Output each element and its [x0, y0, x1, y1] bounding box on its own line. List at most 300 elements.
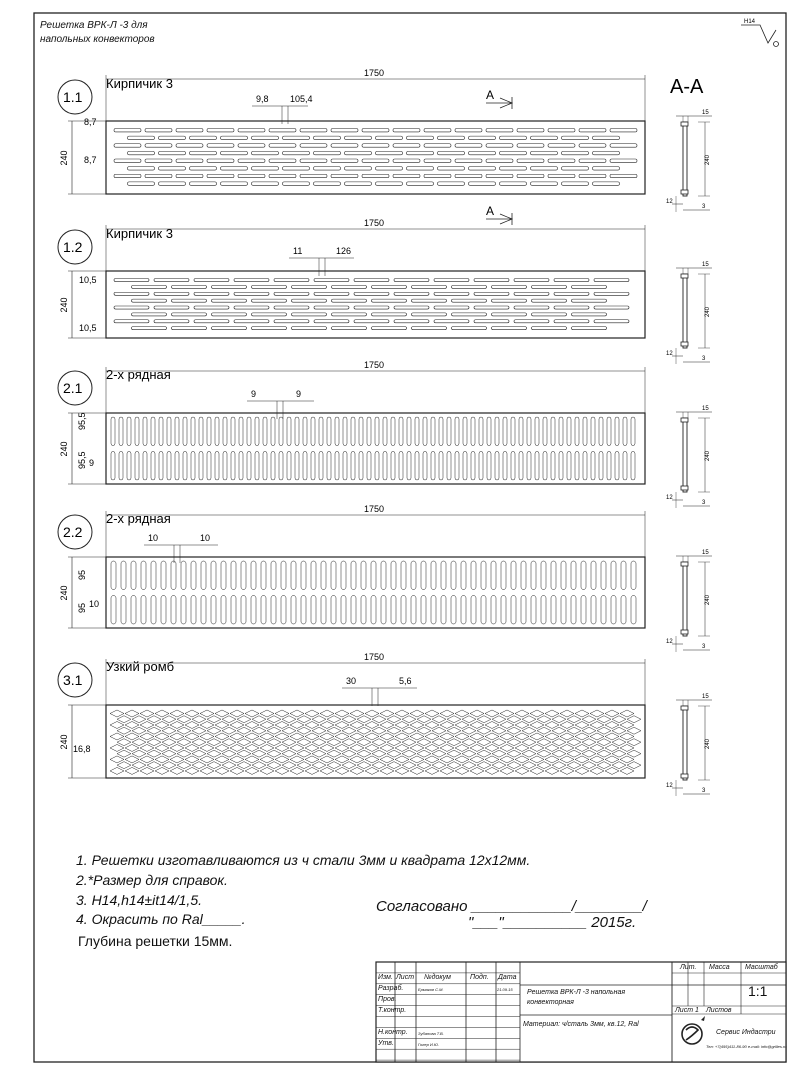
slot: [207, 174, 234, 177]
side-dimension: 95,5: [77, 412, 87, 430]
slot: [238, 144, 265, 147]
signature-name: Зубанова Т.В.: [418, 1031, 444, 1036]
slot: [261, 596, 266, 625]
slot: [561, 596, 566, 625]
slot: [407, 136, 434, 139]
slot: [532, 299, 567, 302]
slot: [424, 129, 451, 132]
side-dims-4: [77, 570, 99, 613]
grille-1: [58, 68, 645, 194]
slot: [583, 452, 587, 481]
slot: [393, 174, 420, 177]
detail-dimension: 30: [346, 676, 357, 686]
slot: [283, 151, 310, 154]
slot: [521, 596, 526, 625]
detail-dims-1: [252, 94, 313, 124]
slot: [492, 299, 527, 302]
perforation-pattern: [110, 710, 641, 774]
slot: [271, 596, 276, 625]
slot: [572, 285, 607, 288]
slot: [579, 174, 606, 177]
slot: [438, 136, 465, 139]
section-dim-left: 12: [666, 351, 673, 357]
slot: [362, 129, 389, 132]
slot: [376, 167, 403, 170]
slot: [469, 151, 496, 154]
slot: [176, 174, 203, 177]
slot: [391, 561, 396, 590]
slot: [421, 596, 426, 625]
slot: [434, 306, 469, 309]
slot: [610, 159, 637, 162]
slot: [114, 159, 141, 162]
slot: [532, 285, 567, 288]
slot: [492, 327, 527, 330]
slot: [541, 561, 546, 590]
slot: [447, 452, 451, 481]
slot: [372, 313, 407, 316]
section-dim-left: 12: [666, 639, 673, 645]
slot: [131, 596, 136, 625]
note-1: 1. Решетки изготавливаются из ч стали 3мм и квадрата 12х12мм.: [76, 852, 531, 868]
slot: [295, 417, 299, 446]
slot: [154, 306, 189, 309]
slot: [215, 452, 219, 481]
slot: [461, 561, 466, 590]
section-dim-height: 240: [705, 594, 711, 605]
slot: [212, 313, 247, 316]
slot: [283, 182, 310, 185]
section-arrow-2: [486, 204, 512, 225]
signature-role: Н.контр.: [378, 1029, 408, 1036]
height-dimension: 240: [59, 297, 69, 313]
section-profile: [683, 274, 687, 348]
slot: [167, 417, 171, 446]
slot: [393, 144, 420, 147]
slot: [548, 144, 575, 147]
slot: [511, 417, 515, 446]
slot: [190, 182, 217, 185]
slot: [567, 417, 571, 446]
slot: [391, 417, 395, 446]
slot: [274, 292, 309, 295]
slot: [234, 279, 269, 282]
slot: [559, 417, 563, 446]
slot: [601, 561, 606, 590]
slot: [331, 561, 336, 590]
slot: [191, 596, 196, 625]
slot: [311, 452, 315, 481]
slot: [593, 182, 620, 185]
slot: [141, 596, 146, 625]
detail-dimension: 105,4: [290, 94, 313, 104]
slot: [211, 561, 216, 590]
length-dimension: 1750: [364, 68, 385, 78]
slot: [424, 144, 451, 147]
grille-title: 2-х рядная: [106, 367, 171, 382]
slot: [514, 279, 549, 282]
slot: [471, 452, 475, 481]
slot: [607, 417, 611, 446]
side-dims-2: [79, 275, 97, 333]
side-dimension: 10,5: [79, 275, 97, 285]
slot: [517, 159, 544, 162]
section-letter: А: [486, 204, 495, 218]
slot: [331, 174, 358, 177]
slot: [394, 279, 429, 282]
slot: [407, 151, 434, 154]
slot: [581, 596, 586, 625]
slot: [159, 151, 186, 154]
slot: [172, 299, 207, 302]
slot: [239, 417, 243, 446]
slot: [183, 417, 187, 446]
slot: [159, 417, 163, 446]
slot: [393, 129, 420, 132]
slot: [579, 129, 606, 132]
slot: [407, 167, 434, 170]
slot: [114, 144, 141, 147]
slot: [441, 561, 446, 590]
slot: [375, 417, 379, 446]
section-dim-left: 12: [666, 495, 673, 501]
slot: [531, 167, 558, 170]
slot: [241, 596, 246, 625]
slot: [292, 299, 327, 302]
slot: [207, 144, 234, 147]
slot: [292, 327, 327, 330]
side-dims-1: [84, 117, 97, 165]
slot: [279, 452, 283, 481]
slot: [407, 417, 411, 446]
slot: [212, 327, 247, 330]
slot: [171, 596, 176, 625]
slot: [423, 417, 427, 446]
slot: [361, 561, 366, 590]
detail-dimension: 9: [296, 389, 302, 399]
slot: [159, 136, 186, 139]
slot: [128, 167, 155, 170]
section-dim-bottom: 3: [702, 644, 706, 650]
detail-dimension: 9,8: [256, 94, 269, 104]
section-dim-top: 15: [702, 262, 709, 268]
slot: [211, 596, 216, 625]
slot: [372, 327, 407, 330]
slot: [191, 417, 195, 446]
signature-role: Утв.: [378, 1040, 394, 1047]
slot: [362, 174, 389, 177]
slot: [303, 417, 307, 446]
slot: [300, 174, 327, 177]
slot: [314, 182, 341, 185]
slot: [191, 452, 195, 481]
slot: [411, 561, 416, 590]
slot: [271, 452, 275, 481]
slot: [252, 299, 287, 302]
slot: [161, 561, 166, 590]
slot: [527, 417, 531, 446]
slot: [199, 417, 203, 446]
slot: [615, 452, 619, 481]
slot: [190, 167, 217, 170]
length-dimension: 1750: [364, 652, 385, 662]
slot: [486, 159, 513, 162]
slot: [495, 417, 499, 446]
slot: [412, 313, 447, 316]
slot: [455, 174, 482, 177]
slot: [135, 452, 139, 481]
slot: [362, 144, 389, 147]
slot: [381, 596, 386, 625]
slot: [332, 285, 367, 288]
slot: [287, 452, 291, 481]
slot: [481, 596, 486, 625]
slot: [572, 327, 607, 330]
slot: [181, 596, 186, 625]
slot: [572, 299, 607, 302]
slot: [238, 159, 265, 162]
slot: [531, 151, 558, 154]
slot: [452, 313, 487, 316]
side-dimension: 95: [77, 602, 87, 613]
slot: [455, 129, 482, 132]
slot: [311, 561, 316, 590]
slot: [487, 452, 491, 481]
slot: [271, 561, 276, 590]
slot: [271, 417, 275, 446]
slot: [492, 313, 527, 316]
sheets-label: Листов: [706, 1007, 732, 1014]
side-dimension: 16,8: [73, 744, 91, 754]
section-dim-left: 12: [666, 783, 673, 789]
slot: [151, 452, 155, 481]
slot: [359, 417, 363, 446]
slot: [486, 129, 513, 132]
slot: [111, 596, 116, 625]
slot: [469, 167, 496, 170]
section-profile: [683, 706, 687, 780]
slot: [143, 417, 147, 446]
slot: [399, 452, 403, 481]
slot: [221, 136, 248, 139]
slot: [362, 159, 389, 162]
slot: [421, 561, 426, 590]
signature-name: Голер И.Ю.: [418, 1042, 440, 1047]
note-4: 4. Окрасить по Ral_____.: [76, 911, 246, 927]
mass-label: Масса: [709, 964, 730, 971]
slot: [199, 452, 203, 481]
slot: [167, 452, 171, 481]
slot: [599, 417, 603, 446]
slot: [452, 299, 487, 302]
slot: [519, 452, 523, 481]
slot: [500, 136, 527, 139]
slot: [314, 279, 349, 282]
section-dim-top: 15: [702, 694, 709, 700]
side-dimension: 8,7: [84, 117, 97, 127]
section-dim-height: 240: [705, 154, 711, 165]
slot: [451, 596, 456, 625]
slot: [594, 306, 629, 309]
slot: [500, 182, 527, 185]
side-dimension: 9: [89, 458, 95, 468]
slot: [131, 561, 136, 590]
slot: [438, 167, 465, 170]
slot: [332, 299, 367, 302]
slot: [292, 313, 327, 316]
side-dimension: 10: [89, 599, 100, 609]
slot: [223, 452, 227, 481]
slot: [381, 561, 386, 590]
slot: [594, 292, 629, 295]
slot: [601, 596, 606, 625]
slot: [501, 596, 506, 625]
slot: [371, 596, 376, 625]
slot: [487, 417, 491, 446]
slot: [223, 417, 227, 446]
slot: [332, 313, 367, 316]
slot: [561, 561, 566, 590]
slot: [151, 561, 156, 590]
slot: [354, 306, 389, 309]
slot: [121, 561, 126, 590]
slot: [434, 279, 469, 282]
slot: [551, 452, 555, 481]
slot: [161, 596, 166, 625]
slot: [455, 144, 482, 147]
slot: [407, 182, 434, 185]
slot: [412, 327, 447, 330]
slot: [263, 452, 267, 481]
slot: [455, 417, 459, 446]
detail-dims-5: [342, 676, 417, 706]
slot: [145, 129, 172, 132]
slot: [591, 596, 596, 625]
slot: [283, 167, 310, 170]
slot: [492, 285, 527, 288]
slot: [212, 299, 247, 302]
slot: [431, 561, 436, 590]
slot: [548, 174, 575, 177]
slot: [194, 292, 229, 295]
slot: [383, 452, 387, 481]
slot: [127, 417, 131, 446]
slot: [372, 285, 407, 288]
grille-number: 1.2: [63, 239, 83, 255]
slot: [532, 327, 567, 330]
slot: [399, 417, 403, 446]
signature-role: Т.контр.: [378, 1007, 407, 1014]
slot: [562, 136, 589, 139]
slot: [212, 285, 247, 288]
slot: [221, 167, 248, 170]
slot: [371, 561, 376, 590]
slot: [367, 417, 371, 446]
approval-date: "___"__________ 2015г.: [468, 914, 637, 931]
slot: [361, 596, 366, 625]
slot: [183, 452, 187, 481]
slot: [114, 320, 149, 323]
slot: [431, 596, 436, 625]
slot: [479, 417, 483, 446]
sheet-label: Лист 1: [675, 1007, 699, 1014]
slot: [554, 320, 589, 323]
slot: [359, 452, 363, 481]
grille-title: Кирпичик 3: [106, 226, 173, 241]
column-header: Дата: [498, 974, 517, 981]
slot: [517, 144, 544, 147]
column-header: Изм.: [378, 974, 393, 981]
slot: [274, 279, 309, 282]
slot: [121, 596, 126, 625]
slot: [415, 452, 419, 481]
section-view-title: А-А: [670, 76, 704, 98]
slot: [394, 292, 429, 295]
slot: [521, 561, 526, 590]
grille-title: Узкий ромб: [106, 659, 175, 674]
signature-name: Ермаков С.М.: [418, 987, 444, 992]
slot: [394, 320, 429, 323]
material-spec: Материал: ч/сталь 3мм, кв.12, Ral: [523, 1021, 639, 1028]
slot: [215, 417, 219, 446]
slot: [554, 292, 589, 295]
lit-label: Лит.: [680, 964, 697, 971]
slot: [351, 452, 355, 481]
slot: [562, 167, 589, 170]
section-dim-height: 240: [705, 738, 711, 749]
column-header: Подп.: [470, 974, 489, 981]
slot: [611, 561, 616, 590]
slot: [234, 320, 269, 323]
slot: [234, 292, 269, 295]
slot: [486, 174, 513, 177]
slot: [194, 320, 229, 323]
slot: [631, 417, 635, 446]
slot: [503, 417, 507, 446]
slot: [247, 417, 251, 446]
slot: [319, 452, 323, 481]
slot: [221, 596, 226, 625]
slot: [452, 285, 487, 288]
slot: [551, 596, 556, 625]
slot: [111, 452, 115, 481]
slot: [283, 136, 310, 139]
slot: [481, 561, 486, 590]
slot: [221, 182, 248, 185]
slot: [479, 452, 483, 481]
slot: [531, 561, 536, 590]
slot: [631, 561, 636, 590]
slot: [145, 159, 172, 162]
slot: [535, 417, 539, 446]
slot: [593, 167, 620, 170]
section-profile: [683, 418, 687, 492]
section-view-4: [666, 550, 712, 652]
slot: [621, 561, 626, 590]
slot: [281, 596, 286, 625]
grille-number: 3.1: [63, 672, 83, 688]
slot: [375, 452, 379, 481]
grille-number: 1.1: [63, 89, 83, 105]
slot: [181, 561, 186, 590]
slot: [119, 452, 123, 481]
slot: [452, 327, 487, 330]
slot: [615, 417, 619, 446]
side-dimension: 8,7: [84, 155, 97, 165]
slot: [300, 129, 327, 132]
slot: [207, 129, 234, 132]
slot: [154, 320, 189, 323]
